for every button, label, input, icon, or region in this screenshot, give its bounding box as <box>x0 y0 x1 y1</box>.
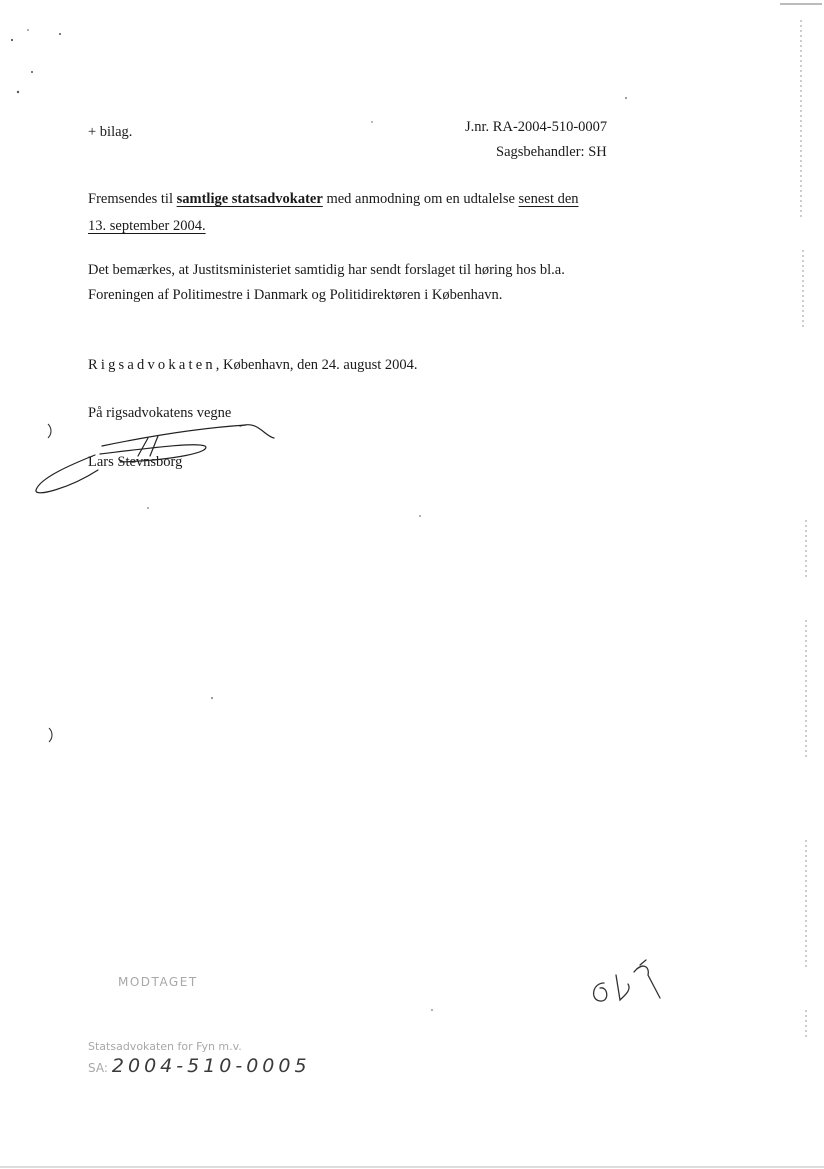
paragraph-2-line-1: Det bemærkes, at Justitsministeriet samtidig har sendt forslaget til høring hos bl.a. <box>88 262 565 278</box>
dateline-date: , København, den 24. august 2004. <box>215 357 418 373</box>
on-behalf-line: På rigsadvokatens vegne <box>88 405 232 421</box>
journal-number: J.nr. RA-2004-510-0007 <box>465 119 608 135</box>
recipients-emphasis: samtlige statsadvokater <box>176 191 323 207</box>
handwritten-file-number: 2004-510-0005 <box>111 1055 311 1077</box>
enclosure-note: + bilag. <box>88 124 133 140</box>
scan-dust-marks <box>11 29 627 1011</box>
deadline-part-b: 13. september 2004. <box>88 218 206 234</box>
received-stamp: MODTAGET <box>118 975 198 989</box>
file-prefix: SA: <box>88 1061 108 1075</box>
signature-scribble <box>36 425 274 493</box>
paragraph-2-line-2: Foreningen af Politimestre i Danmark og Politidirektøren i København. <box>88 287 503 303</box>
deadline-part-a: senest den <box>518 191 579 207</box>
right-edge-scan-marks <box>801 20 806 1040</box>
signatory-name: Lars Stevnsborg <box>88 454 183 470</box>
margin-page-number-scribble <box>594 960 660 1001</box>
office-stamp: Statsadvokaten for Fyn m.v. <box>88 1040 242 1053</box>
paragraph-1-text-a: Fremsendes til <box>88 191 177 207</box>
margin-bracket-marks <box>48 424 52 742</box>
paragraph-1-text-b: med anmodning om en udtalelse <box>322 191 519 207</box>
sender-name: Rigsadvokaten <box>88 357 216 373</box>
case-officer: Sagsbehandler: SH <box>496 144 607 160</box>
